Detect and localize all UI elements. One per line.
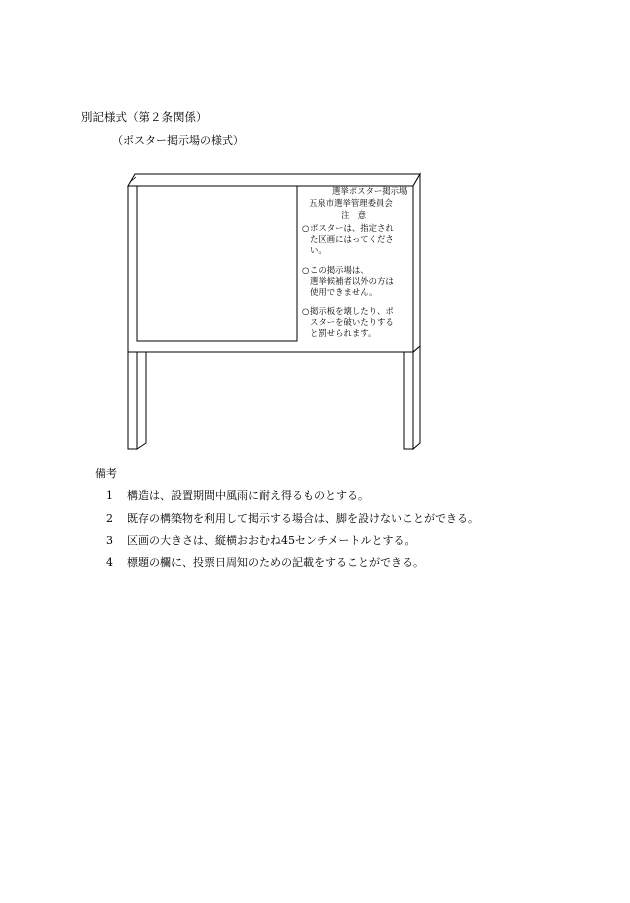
remark-number: 4 [106, 556, 113, 569]
notice-line: ポスターは、指定され [310, 223, 394, 233]
board-top-edge [128, 174, 420, 186]
notice-line: と罰せられます。 [310, 328, 377, 338]
notice-line: 掲示板を壊したり、ポ [310, 306, 394, 316]
remark-number: 2 [106, 512, 113, 525]
document-heading: 別記様式（第２条関係） [81, 110, 208, 124]
remark-text: 区画の大きさは、縦横おおむね45センチメートルとする。 [127, 534, 416, 547]
remark-item [106, 535, 416, 546]
remark-text: 標題の欄に、投票日周知のための記載をすることができる。 [127, 556, 424, 569]
remark-item [106, 490, 369, 501]
notice-line: た区画にはってくださ [310, 234, 394, 244]
board-side-edge [413, 174, 420, 352]
remark-text: 構造は、設置期間中風雨に耐え得るものとする。 [127, 489, 369, 502]
right-post-front [404, 352, 413, 449]
notice-item [302, 306, 394, 339]
left-post-front [128, 352, 137, 449]
notice-line: 使用できません。 [310, 287, 378, 297]
poster-area [137, 186, 297, 341]
notice-item [302, 265, 394, 298]
notice-title: 選挙ポスター掲示場 [332, 186, 408, 196]
notice-line: い。 [310, 245, 327, 255]
remark-text: 既存の構築物を利用して掲示する場合は、脚を設けないことができる。 [127, 512, 479, 525]
notice-organization: 五泉市選挙管理委員会 [309, 198, 393, 208]
notice-bullet-icon: ○ [302, 223, 310, 233]
notice-bullet-icon: ○ [302, 265, 310, 275]
left-post-side [137, 352, 146, 449]
document-subheading: （ポスター掲示場の様式） [112, 134, 244, 147]
remarks-title: 備考 [95, 467, 117, 480]
notice-line: スターを破いたりする [310, 317, 394, 327]
remark-number: 1 [106, 489, 113, 502]
notice-line: 選挙候補者以外の方は [310, 276, 394, 286]
remark-item [106, 557, 424, 568]
remark-number: 3 [106, 534, 113, 547]
remark-item [106, 513, 479, 524]
notice-line: この掲示場は、 [310, 265, 369, 275]
right-post-side [413, 346, 420, 449]
notice-item [302, 223, 394, 256]
notice-bullet-icon: ○ [302, 306, 310, 316]
notice-caution-label: 注 意 [341, 210, 367, 220]
